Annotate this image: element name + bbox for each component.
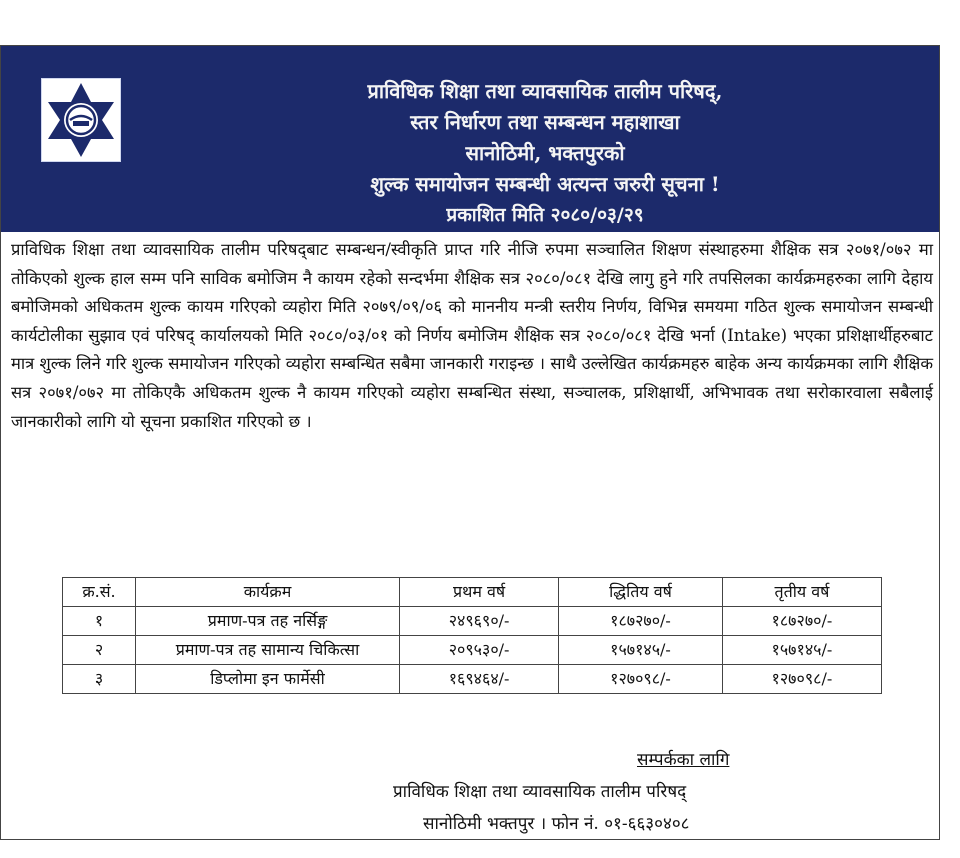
- cell-program: प्रमाण-पत्र तह नर्सिङ्ग: [136, 607, 400, 636]
- cell-second-year-fee: १८७२७०/-: [559, 607, 723, 636]
- notice-body-paragraph: प्राविधिक शिक्षा तथा व्यावसायिक तालीम परिषद्‌बाट सम्बन्धन/स्वीकृति प्राप्त गरि नीजि रुपमा सञ्चालित शिक्षण संस्थाहरुमा शैक्षिक सत्र २०७१/०७२ मा तोकिएको शुल्क हाल सम्म पनि साविक बमोजिम नै कायम रहेको सन्दर्भमा शैक्षिक सत्र २०८०/०८१ देखि लागु हुने गरि तपसिलका कार्यक्रमहरुका लागि देहाय बमोजिमको अधिकतम शुल्क कायम गरिएको व्यहोरा मिति २०७९/०९/०६ को माननीय मन्त्री स्तरीय निर्णय, विभिन्न समयमा गठित शुल्क समायोजन सम्बन्धी कार्यटोलीका सुझाव एवं परिषद् कार्यालयको मिति २०८०/०३/०१ को निर्णय बमोजिम शैक्षिक सत्र २०८०/०८१ देखि भर्ना (Intake) भएका प्रशिक्षार्थीहरुबाट मात्र शुल्क लिने गरि शुल्क समायोजन गरिएको व्यहोरा सम्बन्धित सबैमा जानकारी गराइन्छ । साथै उल्लेखित कार्यक्रमहरु बाहेक अन्य कार्यक्रमका लागि शैक्षिक सत्र २०७१/०७२ मा तोकिएकै अधिकतम शुल्क नै कायम गरिएको व्यहोरा सम्बन्धित संस्था, सञ्चालक, प्रशिक्षार्थी, अभिभावक तथा सरोकारवाला सबैलाई जानकारीको लागि यो सूचना प्रकाशित गरिएको छ ।: [11, 240, 933, 431]
- cell-serial: २: [63, 636, 136, 665]
- cell-program: डिप्लोमा इन फार्मेसी: [136, 665, 400, 694]
- fee-table: [62, 577, 882, 694]
- header-line-division: स्तर निर्धारण तथा सम्बन्धन महाशाखा: [410, 110, 680, 134]
- header-line-location: सानोठिमी, भक्तपुरको: [465, 141, 625, 165]
- table-row: [63, 607, 882, 636]
- column-header-second-year: द्धितिय वर्ष: [559, 578, 723, 607]
- contact-title: सम्पर्कका लागि: [637, 750, 730, 770]
- column-header-first-year: प्रथम वर्ष: [400, 578, 559, 607]
- header-line-council: प्राविधिक शिक्षा तथा व्यावसायिक तालीम परिषद्,: [367, 79, 723, 103]
- cell-serial: ३: [63, 665, 136, 694]
- header-line-subject: शुल्क समायोजन सम्बन्धी अत्यन्त जरुरी सूचना !: [370, 172, 720, 196]
- cell-first-year-fee: १६९४६४/-: [400, 665, 559, 694]
- contact-block: [381, 744, 901, 840]
- header-title-block: [151, 76, 939, 231]
- cell-program: प्रमाण-पत्र तह सामान्य चिकित्सा: [136, 636, 400, 665]
- column-header-program: कार्यक्रम: [136, 578, 400, 607]
- ctevt-star-emblem-icon: [41, 78, 121, 162]
- fee-table-header-row: [63, 578, 882, 607]
- contact-address-phone: सानोठिमी भक्तपुर । फोन नं. ०१-६६३०४०८: [423, 814, 690, 834]
- notice-sheet: [0, 45, 940, 840]
- table-row: [63, 636, 882, 665]
- contact-organization: प्राविधिक शिक्षा तथा व्यावसायिक तालीम परिषद्: [393, 782, 687, 802]
- cell-first-year-fee: २४९६९०/-: [400, 607, 559, 636]
- column-header-third-year: तृतीय वर्ष: [722, 578, 881, 607]
- header-line-published-date: प्रकाशित मिति २०८०/०३/२९: [446, 204, 644, 226]
- cell-third-year-fee: १२७०९८/-: [722, 665, 881, 694]
- cell-serial: १: [63, 607, 136, 636]
- cell-third-year-fee: १५७१४५/-: [722, 636, 881, 665]
- column-header-serial: क्र.सं.: [63, 578, 136, 607]
- cell-first-year-fee: २०९५३०/-: [400, 636, 559, 665]
- cell-third-year-fee: १८७२७०/-: [722, 607, 881, 636]
- table-row: [63, 665, 882, 694]
- cell-second-year-fee: १२७०९८/-: [559, 665, 723, 694]
- notice-header: [1, 46, 939, 232]
- cell-second-year-fee: १५७१४५/-: [559, 636, 723, 665]
